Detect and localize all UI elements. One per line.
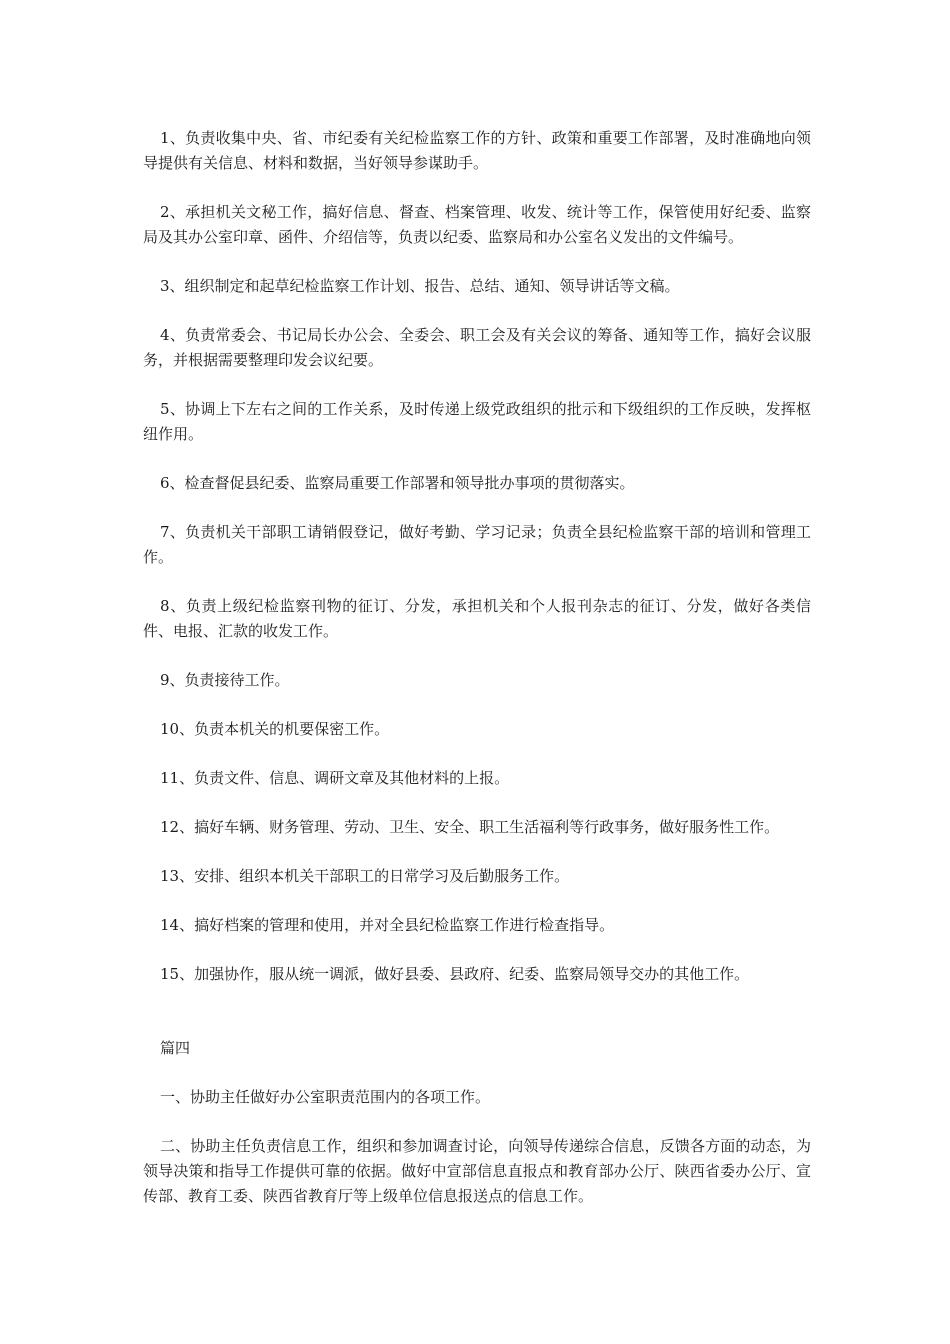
section-paragraph-1: 一、协助主任做好办公室职责范围内的各项工作。 (160, 1088, 491, 1106)
paragraph-15: 15、加强协作，服从统一调派，做好县委、县政府、纪委、监察局领导交办的其他工作。 (160, 965, 750, 983)
paragraph-1: 1、负责收集中央、省、市纪委有关纪检监察工作的方针、政策和重要工作部署，及时准确地向领导提供有关信息、材料和数据，当好领导参谋助手。 (143, 129, 811, 172)
section-title: 篇四 (160, 1039, 191, 1057)
paragraph-11: 11、负责文件、信息、调研文章及其他材料的上报。 (160, 769, 510, 787)
paragraph-3: 3、组织制定和起草纪检监察工作计划、报告、总结、通知、领导讲话等文稿。 (160, 277, 680, 295)
section-paragraph-2: 二、协助主任负责信息工作，组织和参加调查讨论，向领导传递综合信息，反馈各方面的动态，为领导决策和指导工作提供可靠的依据。做好中宣部信息直报点和教育部办公厅、陕西省委办公厅、宣传部、教育工委、陕西省教育厅等上级单位信息报送点的信息工作。 (143, 1137, 811, 1205)
paragraph-2: 2、承担机关文秘工作，搞好信息、督查、档案管理、收发、统计等工作，保管使用好纪委、监察局及其办公室印章、函件、介绍信等，负责以纪委、监察局和办公室名义发出的文件编号。 (143, 203, 811, 246)
paragraph-13: 13、安排、组织本机关干部职工的日常学习及后勤服务工作。 (160, 867, 570, 885)
paragraph-4: 4、负责常委会、书记局长办公会、全委会、职工会及有关会议的筹备、通知等工作，搞好会议服务，并根据需要整理印发会议纪要。 (143, 326, 811, 369)
paragraph-12: 12、搞好车辆、财务管理、劳动、卫生、安全、职工生活福利等行政事务，做好服务性工作。 (160, 818, 780, 836)
paragraph-14: 14、搞好档案的管理和使用，并对全县纪检监察工作进行检查指导。 (160, 916, 615, 934)
paragraph-7: 7、负责机关干部职工请销假登记，做好考勤、学习记录；负责全县纪检监察干部的培训和管理工作。 (143, 523, 811, 566)
paragraph-9: 9、负责接待工作。 (160, 671, 290, 689)
paragraph-10: 10、负责本机关的机要保密工作。 (160, 720, 390, 738)
document-body (143, 126, 811, 1233)
paragraph-6: 6、检查督促县纪委、监察局重要工作部署和领导批办事项的贯彻落实。 (160, 474, 635, 492)
paragraph-5: 5、协调上下左右之间的工作关系，及时传递上级党政组织的批示和下级组织的工作反映，发挥枢纽作用。 (143, 400, 811, 443)
paragraph-8: 8、负责上级纪检监察刊物的征订、分发，承担机关和个人报刊杂志的征订、分发，做好各类信件、电报、汇款的收发工作。 (143, 597, 811, 640)
